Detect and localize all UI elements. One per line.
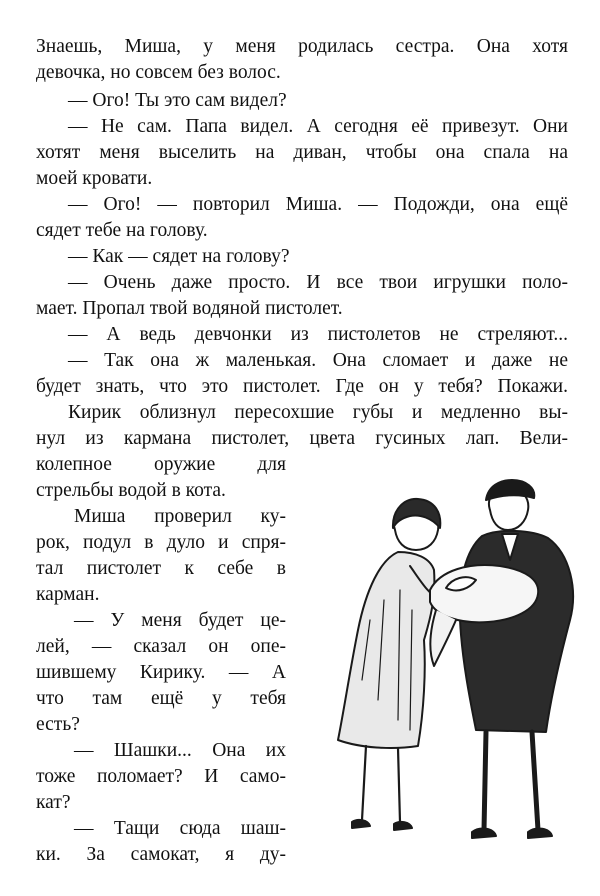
text-line: — А ведь девчонки из пистолетов не стреляют...: [68, 324, 568, 345]
text-line: ки. За самокат, я ду-: [36, 844, 286, 865]
text-line: рок, подул в дуло и спря-: [36, 532, 286, 553]
man-jacket: [460, 531, 573, 732]
text-line: будет знать, что это пистолет. Где он у тебя? Покажи.: [36, 376, 568, 397]
text-line: — Ого! — повторил Миша. — Подожди, она ещё: [68, 194, 568, 215]
text-line: есть?: [36, 714, 80, 735]
text-line: тал пистолет к себе в: [36, 558, 286, 579]
text-line: — Ого! Ты это сам видел?: [68, 90, 287, 111]
woman-shoes: [352, 820, 412, 830]
text-line: — Не сам. Папа видел. А сегодня её привезут. Они: [68, 116, 568, 137]
baby-bundle: [430, 565, 538, 622]
text-line: колепное оружие для: [36, 454, 286, 475]
woman-legs: [362, 746, 400, 822]
text-line: Кирик облизнул пересохшие губы и медленно вы-: [68, 402, 568, 423]
text-line: Миша проверил ку-: [74, 506, 286, 527]
text-line: что там ещё у тебя: [36, 688, 286, 709]
text-line: стрельбы водой в кота.: [36, 480, 226, 501]
man-shoes: [472, 829, 552, 838]
text-line: — Как — сядет на голову?: [68, 246, 290, 267]
text-line: моей кровати.: [36, 168, 153, 189]
text-line: нул из кармана пистолет, цвета гусиных лап. Вели-: [36, 428, 568, 449]
text-line: лей, — сказал он опе-: [36, 636, 286, 657]
text-line: сядет тебе на голову.: [36, 220, 208, 241]
text-line: хотят меня выселить на диван, чтобы она спала на: [36, 142, 568, 163]
text-line: девочка, но совсем без волос.: [36, 62, 281, 83]
text-line: кат?: [36, 792, 71, 813]
blanket-drape: [430, 610, 456, 666]
text-line: — У меня будет це-: [74, 610, 286, 631]
text-line: — Тащи сюда шаш-: [74, 818, 286, 839]
text-line: тоже поломает? И само-: [36, 766, 286, 787]
text-line: — Так она ж маленькая. Она сломает и даже не: [68, 350, 568, 371]
text-line: — Шашки... Она их: [74, 740, 286, 761]
text-line: мает. Пропал твой водяной пистолет.: [36, 298, 343, 319]
text-line: шившему Кирику. — А: [36, 662, 286, 683]
man-and-woman-with-baby-illustration: [300, 470, 590, 870]
man-legs: [484, 732, 538, 830]
text-line: карман.: [36, 584, 100, 605]
text-line: — Очень даже просто. И все твои игрушки поло-: [68, 272, 568, 293]
text-line: Знаешь, Миша, у меня родилась сестра. Она хотя: [36, 36, 568, 57]
